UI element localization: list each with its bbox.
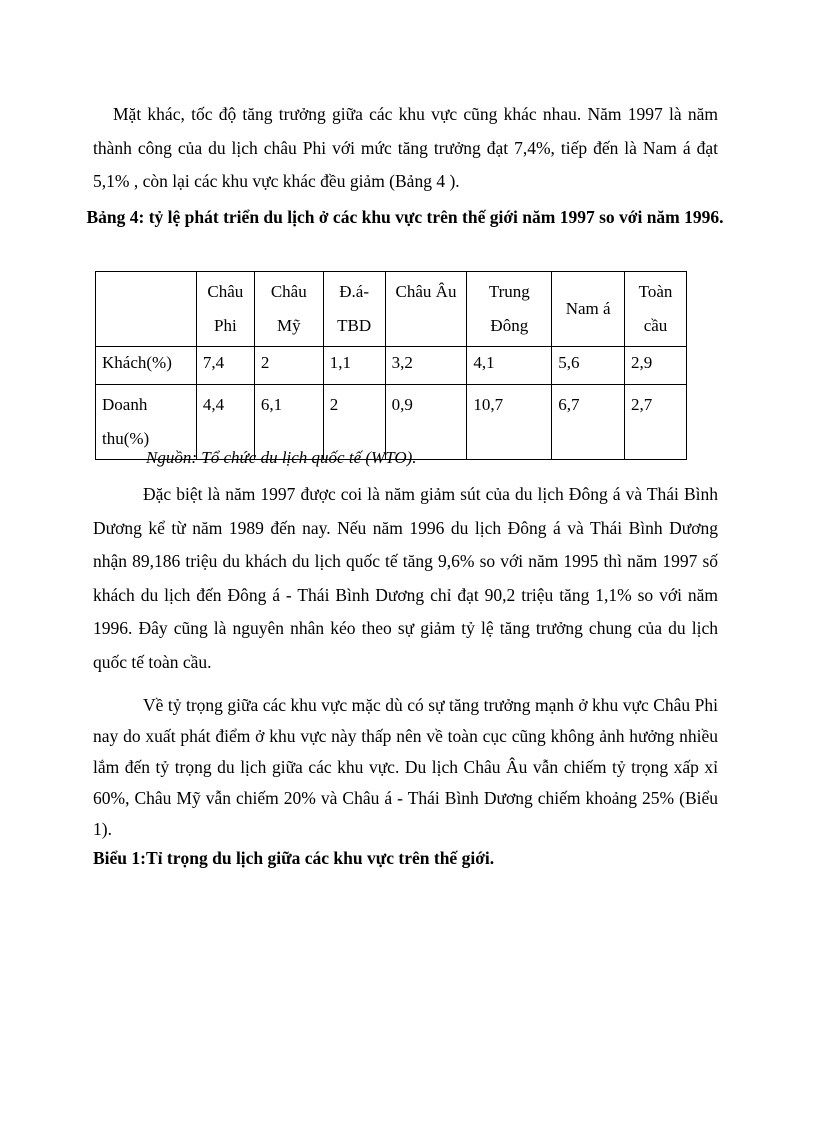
paragraph-east-asia: Đặc biệt là năm 1997 được coi là năm giảm sút của du lịch Đông á và Thái Bình Dương kể từ năm 1989 đến nay. Nếu năm 1996 du lịch Đông á và Thái Bình Dương nhận 89,186 triệu du khách du lịch quốc tế tăng 9,6% so với năm 1995 thì năm 1997 số khách du lịch đến Đông á - Thái Bình Dương chỉ đạt 90,2 triệu tăng 1,1% so với năm 1996. Đây cũng là nguyên nhân kéo theo sự giảm tỷ lệ tăng trưởng chung của du lịch quốc tế toàn cầu. [93,484,718,672]
row-label: Khách(%) [96,347,197,385]
paragraph-regional-share: Về tỷ trọng giữa các khu vực mặc dù có sự tăng trưởng mạnh ở khu vực Châu Phi nay do xuất phát điểm ở khu vực này thấp nên về toàn cục cũng không ảnh hưởng nhiều lắm đến tỷ trọng du lịch giữa các khu vực. Du lịch Châu Âu vẫn chiếm tỷ trọng xấp xỉ 60%, Châu Mỹ vẫn chiếm 20% và Châu á - Thái Bình Dương chiếm khoảng 25% (Biểu 1). [93,695,718,839]
table-cell: 2,9 [625,347,687,385]
header-cell: Đ.á-TBD [323,272,385,347]
header-cell: Châu Âu [385,272,467,347]
table-cell: 5,6 [552,347,625,385]
table-cell: 6,1 [254,385,323,460]
header-cell [96,272,197,347]
table-cell: 3,2 [385,347,467,385]
chart-heading: Biểu 1:Tỉ trọng du lịch giữa các khu vực trên thế giới. [93,848,495,868]
table-source: Nguồn: Tổ chức du lịch quốc tế (WTO). [146,448,417,467]
growth-table [95,271,687,460]
table-cell: 0,9 [385,385,467,460]
table-cell: 4,4 [196,385,254,460]
table-cell: 2 [323,385,385,460]
table-cell: 2,7 [625,385,687,460]
table-row [96,347,687,385]
header-cell: Trung Đông [467,272,552,347]
table-cell: 1,1 [323,347,385,385]
paragraph-growth-rates: Mặt khác, tốc độ tăng trưởng giữa các khu vực cũng khác nhau. Năm 1997 là năm thành công của du lịch châu Phi với mức tăng trưởng đạt 7,4%, tiếp đến là Nam á đạt 5,1% , còn lại các khu vực khác đều giảm (Bảng 4 ). [93,104,718,191]
table-header-row [96,272,687,347]
header-cell: Nam á [552,272,625,347]
header-cell: Toàn cầu [625,272,687,347]
table-cell: 2 [254,347,323,385]
table-cell: 4,1 [467,347,552,385]
header-cell: Châu Mỹ [254,272,323,347]
table-cell: 7,4 [196,347,254,385]
table-cell: 10,7 [467,385,552,460]
header-cell: Châu Phi [196,272,254,347]
row-label: Doanh thu(%) [96,385,197,460]
table-cell: 6,7 [552,385,625,460]
table-caption: Bảng 4: tỷ lệ phát triển du lịch ở các khu vực trên thế giới năm 1997 so với năm 1996. [86,207,724,227]
